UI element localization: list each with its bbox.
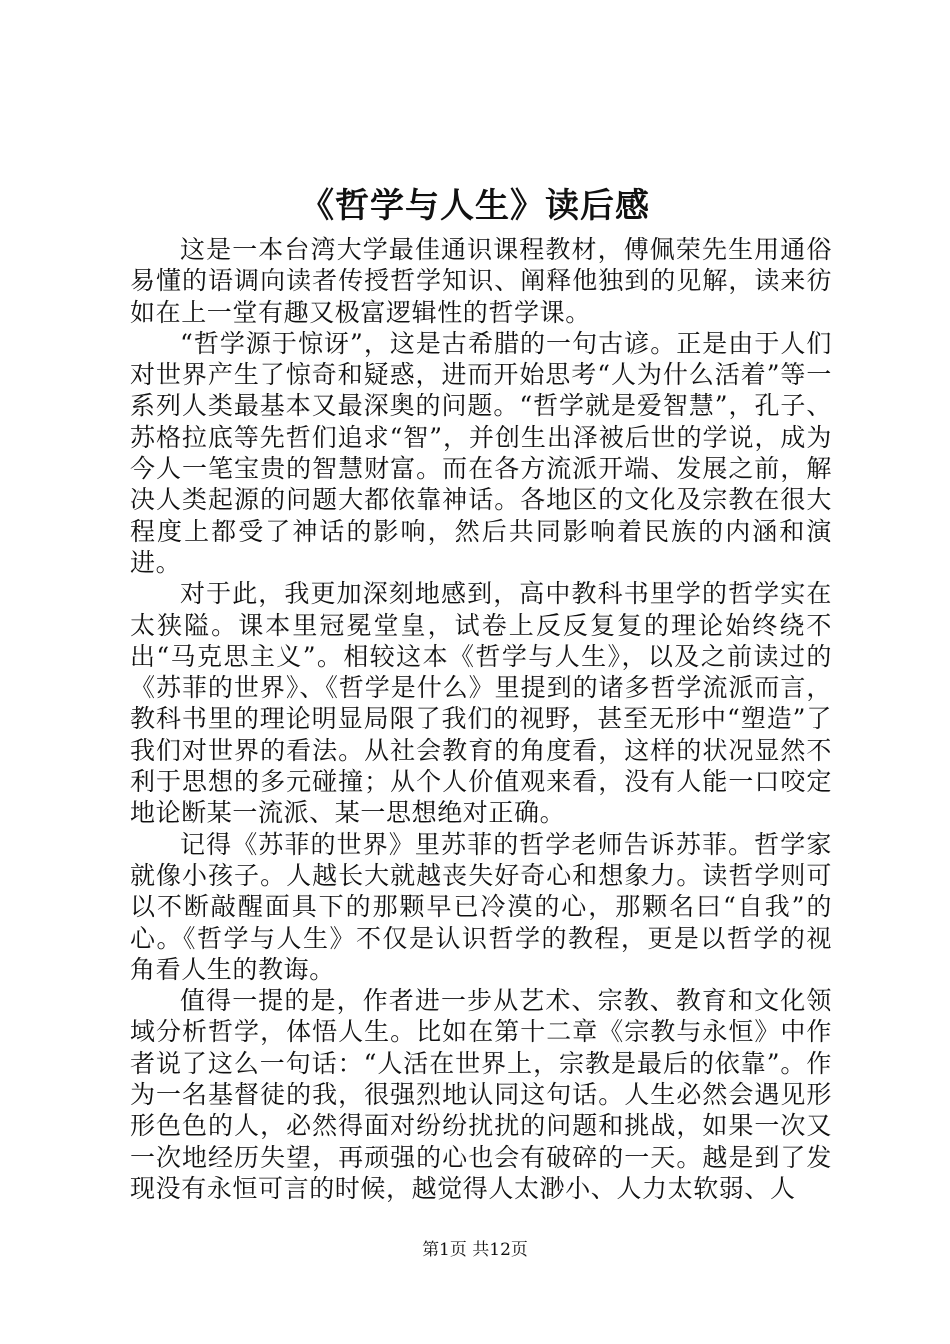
paragraph-3: 对于此，我更加深刻地感到，高中教科书里学的哲学实在太狭隘。课本里冠冕堂皇，试卷上反反复复的理论始终绕不出“马克思主义”。相较这本《哲学与人生》，以及之前读过的《苏菲的世界》、《哲学是什么》里提到的诸多哲学流派而言，教科书里的理论明显局限了我们的视野，甚至无形中“塑造”了我们对世界的看法。从社会教育的角度看，这样的状况显然不利于思想的多元碰撞；从个人价值观来看，没有人能一口咬定地论断某一流派、某一思想绝对正确。 xyxy=(130,579,832,828)
document-title: 《哲学与人生》读后感 xyxy=(300,186,650,226)
paragraph-4: 记得《苏菲的世界》里苏菲的哲学老师告诉苏菲。哲学家就像小孩子。人越长大就越丧失好奇心和想象力。读哲学则可以不断敲醒面具下的那颗早已冷漠的心，那颗名曰“自我”的心。《哲学与人生》不仅是认识哲学的教程，更是以哲学的视角看人生的教诲。 xyxy=(130,829,832,984)
paragraph-1: 这是一本台湾大学最佳通识课程教材，傅佩荣先生用通俗易懂的语调向读者传授哲学知识、阐释他独到的见解，读来彷如在上一堂有趣又极富逻辑性的哲学课。 xyxy=(130,235,832,327)
page-number-footer: 第1页 共12页 xyxy=(422,1240,528,1260)
paragraph-5: 值得一提的是，作者进一步从艺术、宗教、教育和文化领域分析哲学，体悟人生。比如在第十二章《宗教与永恒》中作者说了这么一句话：“人活在世界上，宗教是最后的依靠”。作为一名基督徒的我，很强烈地认同这句话。人生必然会遇见形形色色的人，必然得面对纷纷扰扰的问题和挑战，如果一次又一次地经历失望，再顽强的心也会有破碎的一天。越是到了发现没有永恒可言的时候，越觉得人太渺小、人力太软弱、人 xyxy=(130,986,832,1203)
paragraph-2: “哲学源于惊讶”，这是古希腊的一句古谚。正是由于人们对世界产生了惊奇和疑惑，进而开始思考“人为什么活着”等一系列人类最基本又最深奥的问题。“哲学就是爱智慧”，孔子、苏格拉底等先哲们追求“智”，并创生出泽被后世的学说，成为今人一笔宝贵的智慧财富。而在各方流派开端、发展之前，解决人类起源的问题大都依靠神话。各地区的文化及宗教在很大程度上都受了神话的影响，然后共同影响着民族的内涵和演进。 xyxy=(130,328,832,577)
document-body xyxy=(130,234,832,1204)
